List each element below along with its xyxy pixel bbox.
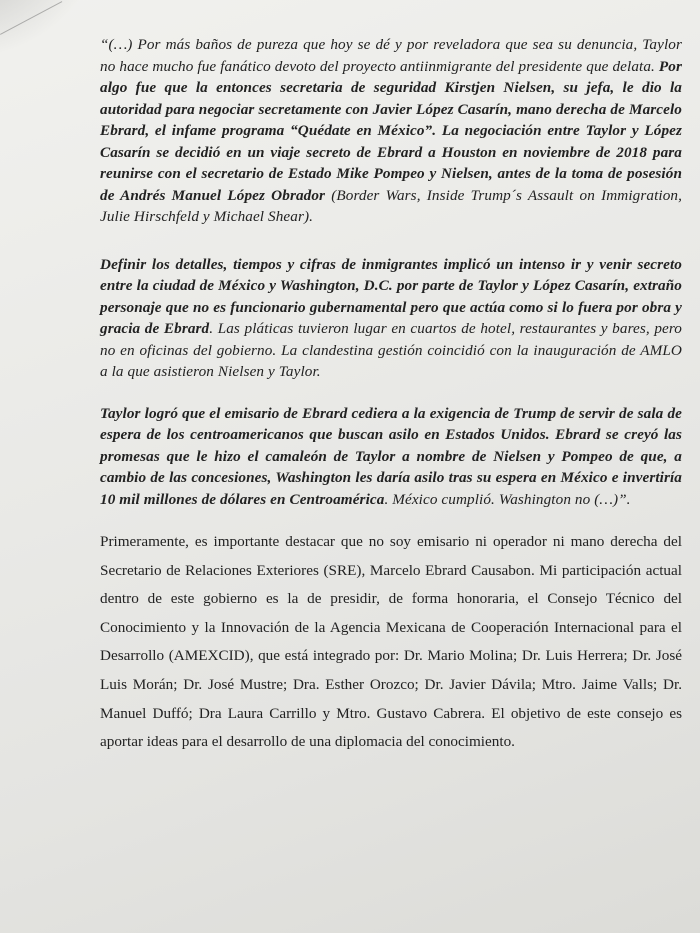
quote-p2-tail: . Las pláticas tuvieron lugar en cuartos de hotel, restaurantes y bares, pero no en oficinas del gobierno. La clandestina gestión coincidió con la inauguración de AMLO a la que asistieron Nielsen y Taylor. [100, 320, 682, 380]
quote-paragraph-1 [100, 34, 682, 228]
quote-paragraph-2 [100, 254, 682, 383]
quote-p1-bold: Por algo fue que la entonces secretaria de seguridad Kirstjen Nielsen, su jefa, le dio la autoridad para negociar secretamente con Javier López Casarín, mano derecha de Marcelo Ebrard, el infame programa “Quédate en México”. La negociación entre Taylor y López Casarín se decidió en un viaje secreto de Ebrard a Houston en noviembre de 2018 para reunirse con el secretario de Estado Mike Pompeo y Nielsen, antes de la toma de posesión de Andrés Manuel López Obrador [100, 57, 682, 204]
body-paragraph: Primeramente, es importante destacar que no soy emisario ni operador ni mano derecha del Secretario de Relaciones Exteriores (SRE), Marcelo Ebrard Causabon. Mi participación actual dentro de este gobierno es la de presidir, de forma honoraria, el Consejo Técnico del Conocimiento y la Innovación de la Agencia Mexicana de Cooperación Internacional para el Desarrollo (AMEXCID), que está integrado por: Dr. Mario Molina; Dr. Luis Herrera; Dr. José Luis Morán; Dr. José Mustre; Dra. Esther Orozco; Dr. Javier Dávila; Mtro. Jaime Valls; Dr. Manuel Duffó; Dra Laura Carrillo y Mtro. Gustavo Cabrera. El objetivo de este consejo es aportar ideas para el desarrollo de una diplomacia del conocimiento. [100, 533, 682, 751]
quote-p1-tail: (Border Wars, Inside Trump´s Assault on Immigration, Julie Hirschfeld y Michael Shear). [100, 186, 682, 225]
quoted-excerpt [100, 34, 682, 510]
quote-p3-bold: Taylor logró que el emisario de Ebrard cediera a la exigencia de Trump de servir de sala de espera de los centroamericanos que buscan asilo en Estados Unidos. Ebrard se creyó las promesas que le hizo el camaleón de Taylor a nombre de Nielsen y Pompeo de que, a cambio de las concesiones, Washington les daría asilo tras su espera en México e invertiría 10 mil millones de dólares en Centroamérica [100, 404, 682, 508]
quote-p3-tail: . México cumplió. Washington no (…)”. [384, 490, 631, 508]
quote-p1-lead: “(…) Por más baños de pureza que hoy se dé y por reveladora que sea su denuncia, Taylor no hace mucho fue fanático devoto del proyecto antiinmigrante del presidente que delata. [100, 36, 682, 75]
quote-paragraph-3 [100, 403, 682, 511]
document-page [100, 34, 682, 757]
quote-p2-bold: Definir los detalles, tiempos y cifras de inmigrantes implicó un intenso ir y venir secreto entre la ciudad de México y Washington, D.C. por parte de Taylor y López Casarín, extraño personaje que no es funcionario gubernamental pero que actúa como si lo fuera por obra y gracia de Ebrard [100, 255, 682, 337]
